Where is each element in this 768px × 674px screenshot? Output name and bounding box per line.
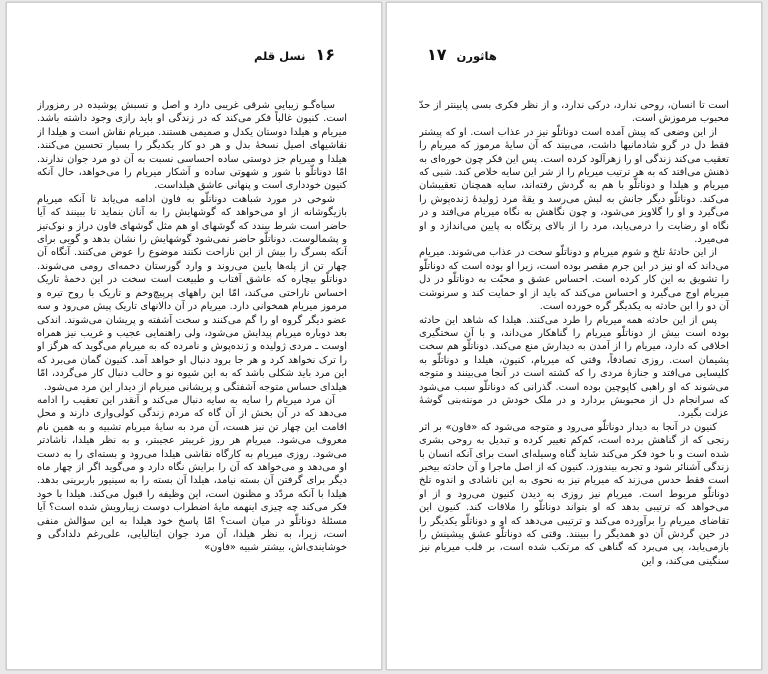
paragraph: از این حادثهٔ تلخ و شوم میریام و دوناتلّو سخت در عذاب می‌شوند. میریام می‌داند که او نیز در این جرم مقصر بوده است، زیرا او بوده است که دوناتلّو را تشویق به این کار کرده است. احساس عشق و محبّت به دوناتلّو در دل میریام اوج می‌گیرد و احساس می‌کند که باید از او حمایت کند و سرنوشت آن دو را این حادثه به یکدیگر گره خورده است. bbox=[419, 247, 729, 313]
paragraph: از این وضعی که پیش آمده است دوناتلّو نیز در عذاب است. او که پیشتر فقط دل در گرو شادمانیها داشت، می‌بیند که آن سایهٔ مرموز که میریام را تعقیب می‌کند زندگی او را زهرآلود کرده است. پس این فکر چون خوره‌ای به ذهنش می‌افتد که به هر ترتیب میریام را از شر این سایه خلاص کند. شبی که میریام و هیلدا و دوناتلّو با هم به گردش رفته‌اند، سایه همچنان تعقیبشان می‌کند. دوناتلّو دیگر جانش به لبش می‌رسد و یقهٔ مرد ژولیدهٔ ژنده‌پوش را می‌گیرد و او را گلاویز می‌شود، و چون نگاهش به نگاه میریام می‌افتد و در نگاه او رضایت را درمی‌یابد، مرد را از بالای پرتگاه به پایین می‌اندازد و او می‌میرد. bbox=[419, 126, 729, 246]
paragraph: شوخی در مورد شباهت دوناتلّو به فاون ادامه می‌یابد تا آنکه میریام بازیگوشانه از او می‌خواهد که گوشهایش را به آنان بنماید تا ببینند که آیا حاضر است شرط ببندد که گوشهای او هم مثل گوشهای فاون دراز و نوک‌تیز و پشمالوست. دوناتلّو حاضر نمی‌شود گوشهایش را نشان بدهد و گویی برای آنکه بسرگ را بیش از این ناراحت نکنند موضوع را عوض می‌کنند. آنگاه آن چهار تن از پله‌ها پایین می‌روند و وارد گورستان دخمه‌ای رومی می‌شوند. دوناتلّو بیچاره که عاشق آفتاب و طبیعت است سخت در این دخمهٔ تاریک احساس ناراحتی می‌کند، امّا این راههای پرپیچ‌وخم و تاریک با روح تیره و مرموز میریام همخوانی دارد. میریام در آن دالانهای تاریک پیش می‌رود و سه عضو دیگر گروه او را گم می‌کنند و سخت آشفته و پریشان می‌شوند. اندکی بعد دوباره میریام پیدایش می‌شود، ولی راهنمایی عجیب و غریب نیز همراه اوست ـ مردی ژولیده و ژنده‌پوش و نامرده که به میریام می‌گوید که هرگز او را ترک نخواهد کرد و هر جا برود دنبال او خواهد آمد. کنیون گمان می‌برد که این مرد باید شکلی باشد که به این شیوه نو و حالب دنبال کار می‌گردد، امّا هیلدای حساس متوجه آشفتگی و پریشانی میریام از دیدار این مرد می‌شود. bbox=[37, 193, 347, 393]
paragraph: پس از این حادثه همه میریام را طرد می‌کنند. هیلدا که شاهد این حادثه بوده است بیش از دوناتلّو میریام را گناهکار می‌داند، و با آن سختگیری اخلاقی که دارد، میریام را از آمدن به دیدارش منع می‌کند. دوناتلّو هم سخت پشیمان است. روزی تصادفاً، وقتی که میریام، کنیون، هیلدا و دوناتلّو به کلیسایی می‌افتد و جنازهٔ مردی را که کشته است در آنجا می‌بینند و متوجه می‌شوند که او راهبی کاپوچین بوده است. گذرانی که دوناتلّو سبب می‌شود که سرانجام دل از محبوبش بردارد و در ملک خودش در مونته‌بنی گوشهٔ عزلت بگیرد. bbox=[419, 314, 729, 420]
right-body-text bbox=[419, 99, 729, 653]
left-body-text bbox=[37, 99, 347, 653]
left-page bbox=[6, 2, 382, 670]
paragraph: سیاه‌گـو زیبایی شرقی غریبی دارد و اصل و نسبش پوشیده در رمزوراز است. کنیون غالباً فکر می‌کند که در زندگی او باید رازی وجود داشته باشد. میریام و هیلدا دوستان یکدل و صمیمی هستند. میریام نقاش است و هیلدا از نقاشیهای اصیل نسخهٔ بدل و هر دو کار یکدیگر را بسیار تحسین می‌کنند. هیلدا و میریام جز دوستی ساده احساسی نسبت به آن دو مرد جوان ندارند. امّا دوناتلّو با شور و شهوتی ساده و آشکار میریام را می‌خواهد، حال آنکه کنیون خودداری است و پنهانی عاشق هیلداست. bbox=[37, 100, 347, 192]
left-running-head bbox=[254, 45, 335, 64]
right-running-head bbox=[427, 45, 497, 64]
left-header-title: نسل قلم bbox=[253, 49, 306, 63]
paragraph: کنیون در آنجا به دیدار دوناتلّو می‌رود و متوجه می‌شود که «فاون» بر اثر رنجی که از گناهش برده است، کم‌کم تغییر کرده و تبدیل به روحی بشری شده است و با خود فکر می‌کند شاید گناه وسیله‌ای است برای آنکه انسان با زندگی آشنائر شود و تجربه بیندوزد. کنیون که از اصل ماجرا و آن حادثه بیخبر است فقط حدس می‌زند که میریام نیز به نحوی به این ناشادی و اندوه تلخ دوناتلّو مربوط است. میریام نیز روزی به دیدن کنیون می‌رود و از او می‌خواهد که ترتیبی بدهد که او بتواند دوناتلّو را ملاقات کند. کنیون این تقاضای میریام را برآورده می‌کند و ترتیبی می‌دهد که او و دوناتلّو یکدیگر را در حین گردش آن دو همدیگر را ببینند. وقتی که دوناتلّو عشق پیشینش را بازمی‌یابد، پی می‌برد که گناهی که مرتکب شده است، بر قلب میریام نیز سنگینی می‌کند، و این bbox=[419, 421, 729, 567]
right-page bbox=[386, 2, 762, 670]
paragraph: است تا انسان، روحی ندارد، درکی ندارد، و از نظر فکری بسی پایینتر از حدّ محبوب مرموزش است. bbox=[419, 100, 729, 125]
paragraph: آن مرد میریام را سایه به سایه دنبال می‌کند و آنقدر این تعقیب را ادامه می‌دهد که در آن بخش از آن گاه که مردم زندگی کولی‌واری دارند و محل اقامت این چهار تن نیز هست، آن مرد به سایهٔ میریام تشبیه و به همین نام معروف می‌شود. میریام هر روز غریبتر عجیبتر، و به نظر هیلدا، ناشادتر می‌شود. روزی میریام به کارگاه نقاشی هیلدا می‌رود و بسته‌ای را به دست او می‌دهد و می‌خواهد که آن را برایش نگاه دارد و می‌گوید اگر از چهار ماه دیگر برای گرفتن آن بسته نیامد، هیلدا آن بسته را به سینیور باربرینی بدهد. هیلدا با آنکه مردّد و مظنون است، این وظیفه را قبول می‌کند. هیلدا با خود فکر می‌کند چه چیزی اینهمه مایهٔ اضطراب دوست زیبارویش شده است؟ آیا مسئلهٔ دوناتلّو در میان است؟ امّا پاسخ خود هیلدا به این سؤالش منفی است، زیرا، به نظر هیلدا، آن مرد جوان ایتالیایی، علی‌رغم دلدادگی و خوشایندی‌اش، بیشتر شبیه «فاون» bbox=[37, 394, 347, 554]
right-header-title: هاثورن bbox=[456, 49, 497, 63]
right-page-number: ۱۷ bbox=[427, 45, 447, 64]
left-page-number: ۱۶ bbox=[315, 45, 335, 64]
